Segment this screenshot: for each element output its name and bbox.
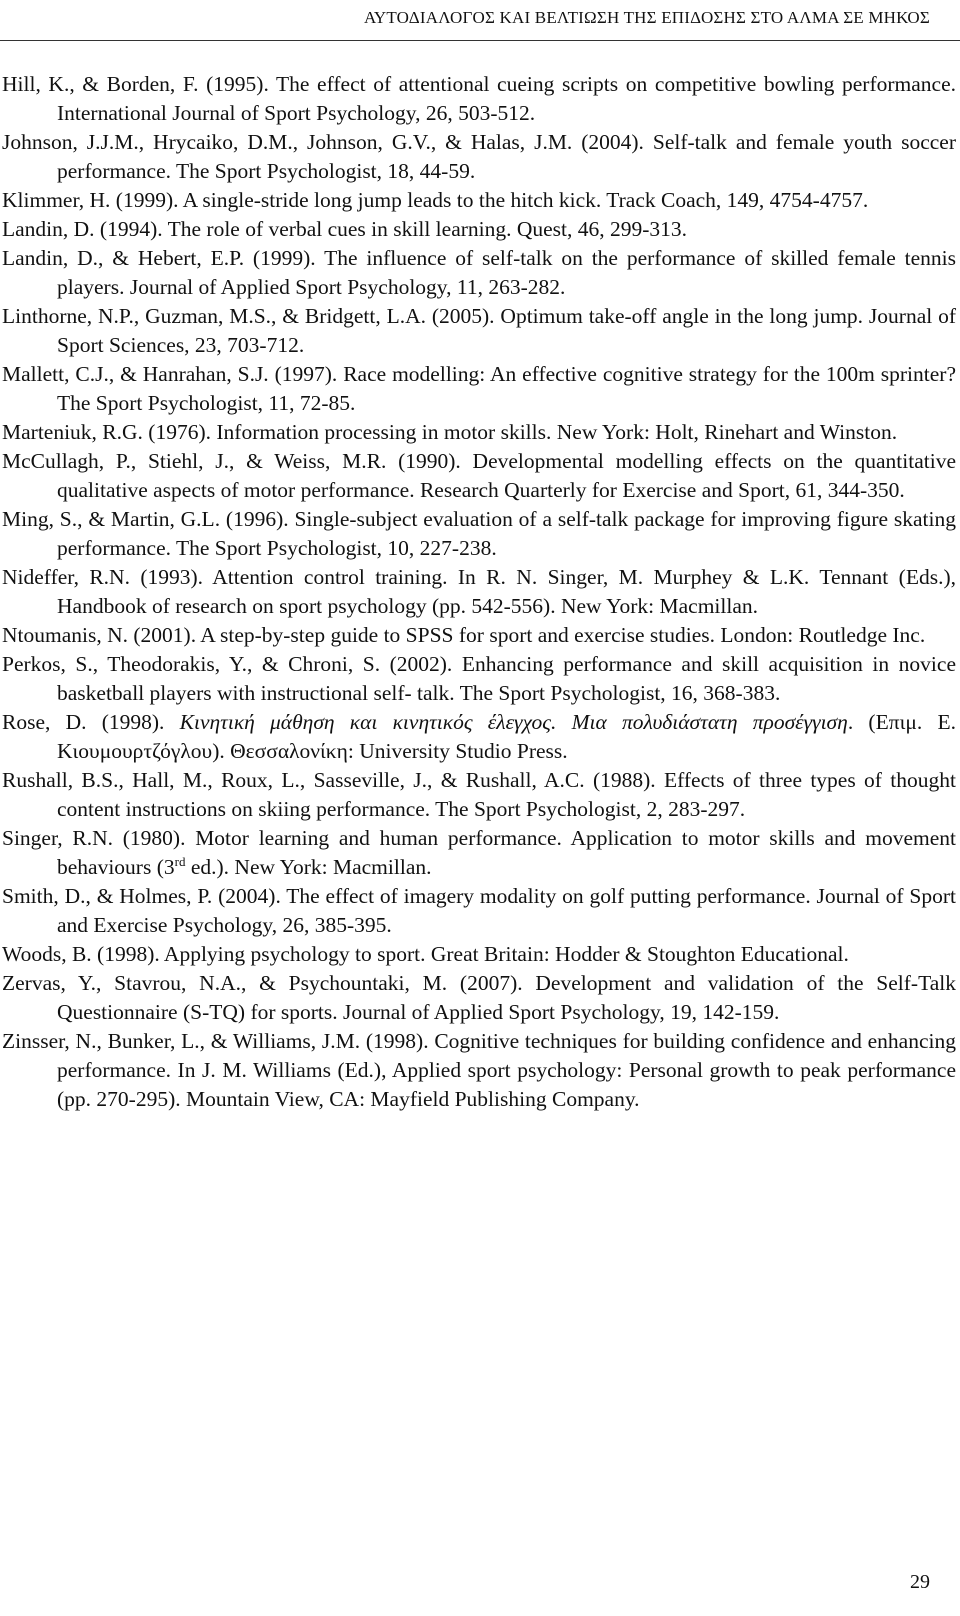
reference-item: Zervas, Y., Stavrou, N.A., & Psychountaki, M. (2007). Development and validation of the Self-Talk Questionnaire (S-TQ) for sports. Journal of Applied Sport Psychology, 19, 142-159. [2,971,956,1024]
reference-item: Perkos, S., Theodorakis, Y., & Chroni, S. (2002). Enhancing performance and skill acquisition in novice basketball players with instructional self- talk. The Sport Psychologist, 16, 368-383. [2,652,956,705]
reference-text: . (Επιμ. Ε. Κιουμουρτζόγλου). Θεσσαλονίκη: University Studio Press. [57,710,956,763]
edition-superscript: rd [174,854,186,869]
reference-text: Rose, D. (1998). [2,710,180,734]
reference-list [2,70,956,1114]
reference-book-title: Κινητική μάθηση και κινητικός έλεγχος. Μια πολυδιάστατη προσέγγιση [179,710,848,734]
reference-item: McCullagh, P., Stiehl, J., & Weiss, M.R. (1990). Developmental modelling effects on the quantitative qualitative aspects of motor performance. Research Quarterly for Exercise and Sport, 61, 344-350. [2,449,956,502]
reference-item: Ntoumanis, N. (2001). A step-by-step guide to SPSS for sport and exercise studies. London: Routledge Inc. [2,623,926,647]
reference-item: Rushall, B.S., Hall, M., Roux, L., Sasseville, J., & Rushall, A.C. (1988). Effects of three types of thought content instructions on skiing performance. The Sport Psychologist, 2, 283-297. [2,768,956,821]
reference-item: Klimmer, H. (1999). A single-stride long jump leads to the hitch kick. Track Coach, 149, 4754-4757. [2,188,869,212]
reference-item: Ming, S., & Martin, G.L. (1996). Single-subject evaluation of a self-talk package for improving figure skating performance. The Sport Psychologist, 10, 227-238. [2,507,956,560]
reference-item: Smith, D., & Holmes, P. (2004). The effect of imagery modality on golf putting performance. Journal of Sport and Exercise Psychology, 26, 385-395. [2,884,956,937]
reference-item: Woods, B. (1998). Applying psychology to sport. Great Britain: Hodder & Stoughton Educational. [2,942,849,966]
reference-item: Nideffer, R.N. (1993). Attention control training. In R. N. Singer, M. Murphey & L.K. Tennant (Eds.), Handbook of research on sport psychology (pp. 542-556). New York: Macmillan. [2,565,956,618]
reference-item: Mallett, C.J., & Hanrahan, S.J. (1997). Race modelling: An effective cognitive strategy for the 100m sprinter? The Sport Psychologist, 11, 72-85. [2,362,956,415]
reference-item-rose [2,708,956,766]
page-number: 29 [910,1571,930,1593]
running-header: ΑΥΤΟΔΙΑΛΟΓΟΣ ΚΑΙ ΒΕΛΤΙΩΣΗ ΤΗΣ ΕΠΙΔΟΣΗΣ ΣΤΟ ΑΛΜΑ ΣΕ ΜΗΚΟΣ [364,8,930,27]
reference-text: ed.). New York: Macmillan. [185,855,432,879]
header-rule [0,40,960,41]
reference-item: Marteniuk, R.G. (1976). Information processing in motor skills. New York: Holt, Rinehart and Winston. [2,420,898,444]
reference-item: Landin, D., & Hebert, E.P. (1999). The influence of self-talk on the performance of skilled female tennis players. Journal of Applied Sport Psychology, 11, 263-282. [2,246,956,299]
reference-item: Linthorne, N.P., Guzman, M.S., & Bridgett, L.A. (2005). Optimum take-off angle in the long jump. Journal of Sport Sciences, 23, 703-712. [2,304,956,357]
reference-text: Singer, R.N. (1980). Motor learning and human performance. Application to motor skills and movement behaviours (3 [2,826,956,879]
reference-item-singer [2,824,956,882]
reference-item: Zinsser, N., Bunker, L., & Williams, J.M. (1998). Cognitive techniques for building confidence and enhancing performance. In J. M. Williams (Ed.), Applied sport psychology: Personal growth to peak performance (pp. 270-295). Mountain View, CA: Mayfield Publishing Company. [2,1029,956,1111]
reference-item: Landin, D. (1994). The role of verbal cues in skill learning. Quest, 46, 299-313. [2,217,688,241]
reference-item: Johnson, J.J.M., Hrycaiko, D.M., Johnson, G.V., & Halas, J.M. (2004). Self-talk and female youth soccer performance. The Sport Psychologist, 18, 44-59. [2,130,956,183]
reference-item: Hill, K., & Borden, F. (1995). The effect of attentional cueing scripts on competitive bowling performance. International Journal of Sport Psychology, 26, 503-512. [2,72,956,125]
